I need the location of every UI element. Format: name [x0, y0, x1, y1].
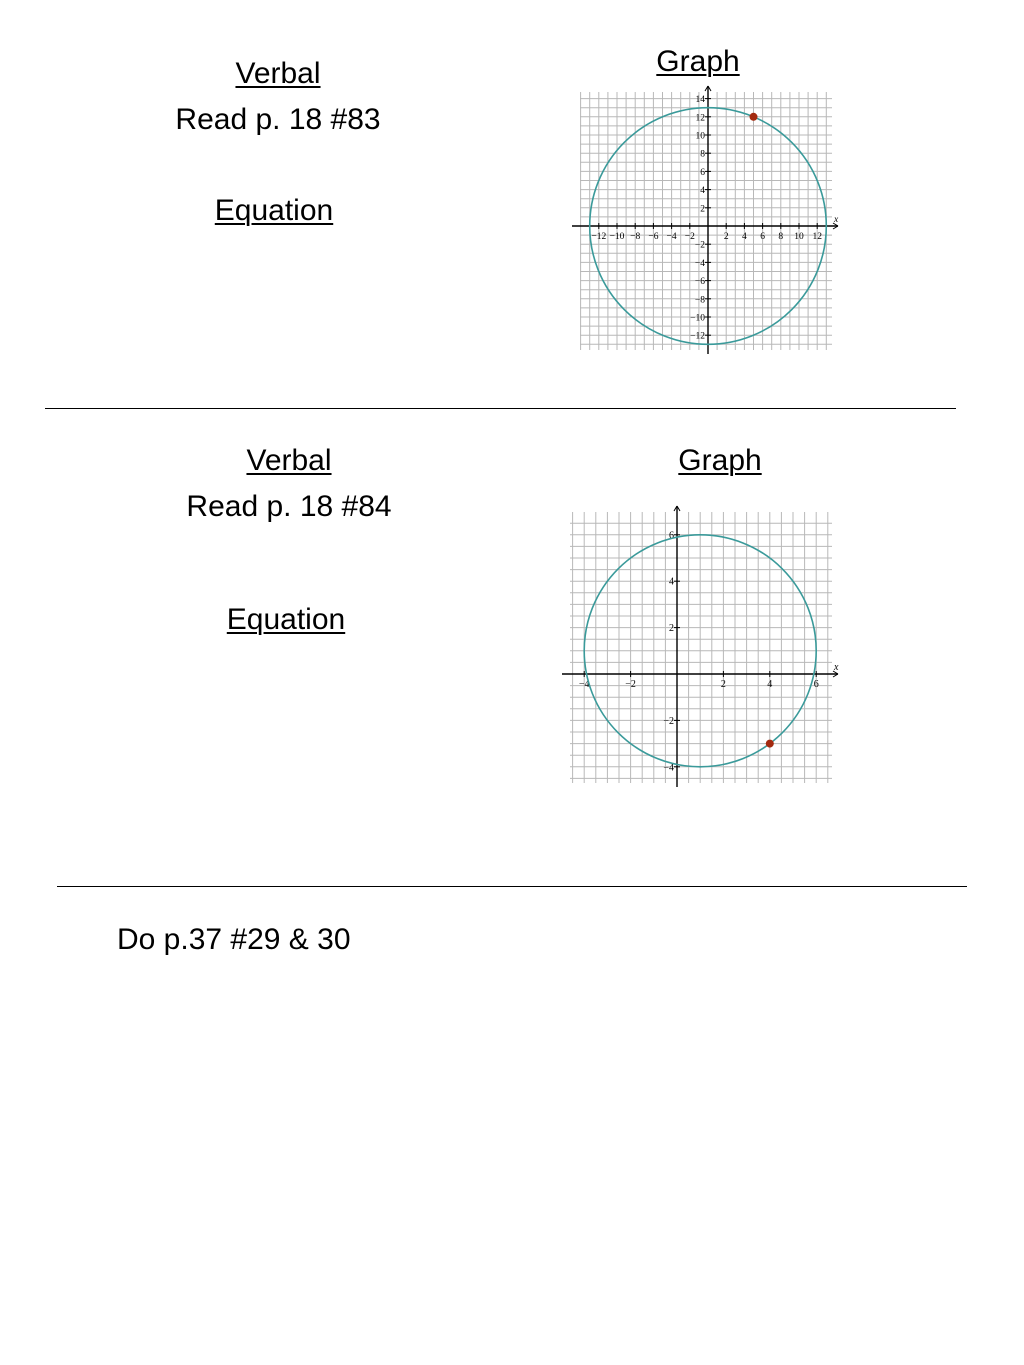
y-tick-label: 10: [695, 131, 705, 142]
circle-graph-2: [560, 500, 860, 800]
y-tick-label: 12: [695, 113, 705, 124]
graph-heading-1: Graph: [656, 45, 740, 78]
x-tick-label: 6: [760, 232, 765, 242]
verbal-text-2: Read p. 18 #84: [186, 490, 392, 523]
y-tick-label: −6: [694, 277, 705, 288]
verbal-heading-2: Verbal: [246, 444, 332, 477]
x-tick-label: −8: [630, 232, 641, 242]
y-tick-label: 4: [700, 186, 705, 197]
y-tick-label: 6: [669, 530, 674, 542]
x-tick-label: 6: [813, 679, 819, 690]
x-axis-label: x: [834, 662, 839, 673]
x-tick-label: 12: [812, 232, 822, 242]
y-tick-label: −4: [663, 762, 674, 774]
x-tick-label: −10: [609, 232, 625, 242]
x-tick-label: 4: [767, 679, 773, 690]
x-tick-label: 2: [720, 679, 726, 690]
grid-lines: [580, 92, 832, 350]
x-tick-label: −4: [578, 679, 590, 690]
x-tick-label: −6: [648, 232, 659, 242]
graph-heading-2: Graph: [678, 444, 762, 477]
y-tick-label: 2: [669, 623, 674, 635]
y-tick-label: −2: [694, 240, 705, 251]
y-tick-label: −12: [690, 331, 705, 342]
circle-graph-1: [560, 80, 860, 370]
grid-lines: [570, 512, 832, 783]
x-tick-label: −4: [666, 232, 677, 242]
y-tick-label: 2: [700, 204, 705, 215]
y-tick-label: 6: [700, 167, 705, 178]
x-tick-label: −2: [684, 232, 695, 242]
y-tick-label: 4: [669, 576, 674, 588]
task-text: Do p.37 #29 & 30: [117, 923, 351, 956]
y-tick-label: −10: [690, 313, 705, 324]
x-tick-label: 2: [723, 232, 729, 242]
section-divider-1: [45, 408, 956, 409]
y-tick-label: 14: [695, 95, 705, 106]
y-tick-label: −8: [694, 295, 705, 306]
x-tick-label: −2: [625, 679, 636, 690]
y-tick-label: 8: [700, 149, 705, 160]
equation-heading-2: Equation: [226, 603, 346, 636]
equation-heading-1: Equation: [214, 194, 334, 227]
verbal-text-1: Read p. 18 #83: [175, 103, 381, 136]
y-tick-label: −4: [694, 258, 705, 269]
marked-point: [750, 113, 758, 121]
marked-point: [766, 740, 774, 748]
x-tick-label: −12: [591, 232, 607, 242]
x-tick-label: 8: [778, 232, 784, 242]
x-tick-label: 4: [742, 232, 747, 242]
section-divider-2: [57, 886, 967, 887]
verbal-heading-1: Verbal: [235, 57, 321, 90]
y-tick-label: −2: [663, 715, 674, 727]
x-tick-label: 10: [794, 232, 804, 242]
x-axis-label: x: [834, 215, 839, 225]
